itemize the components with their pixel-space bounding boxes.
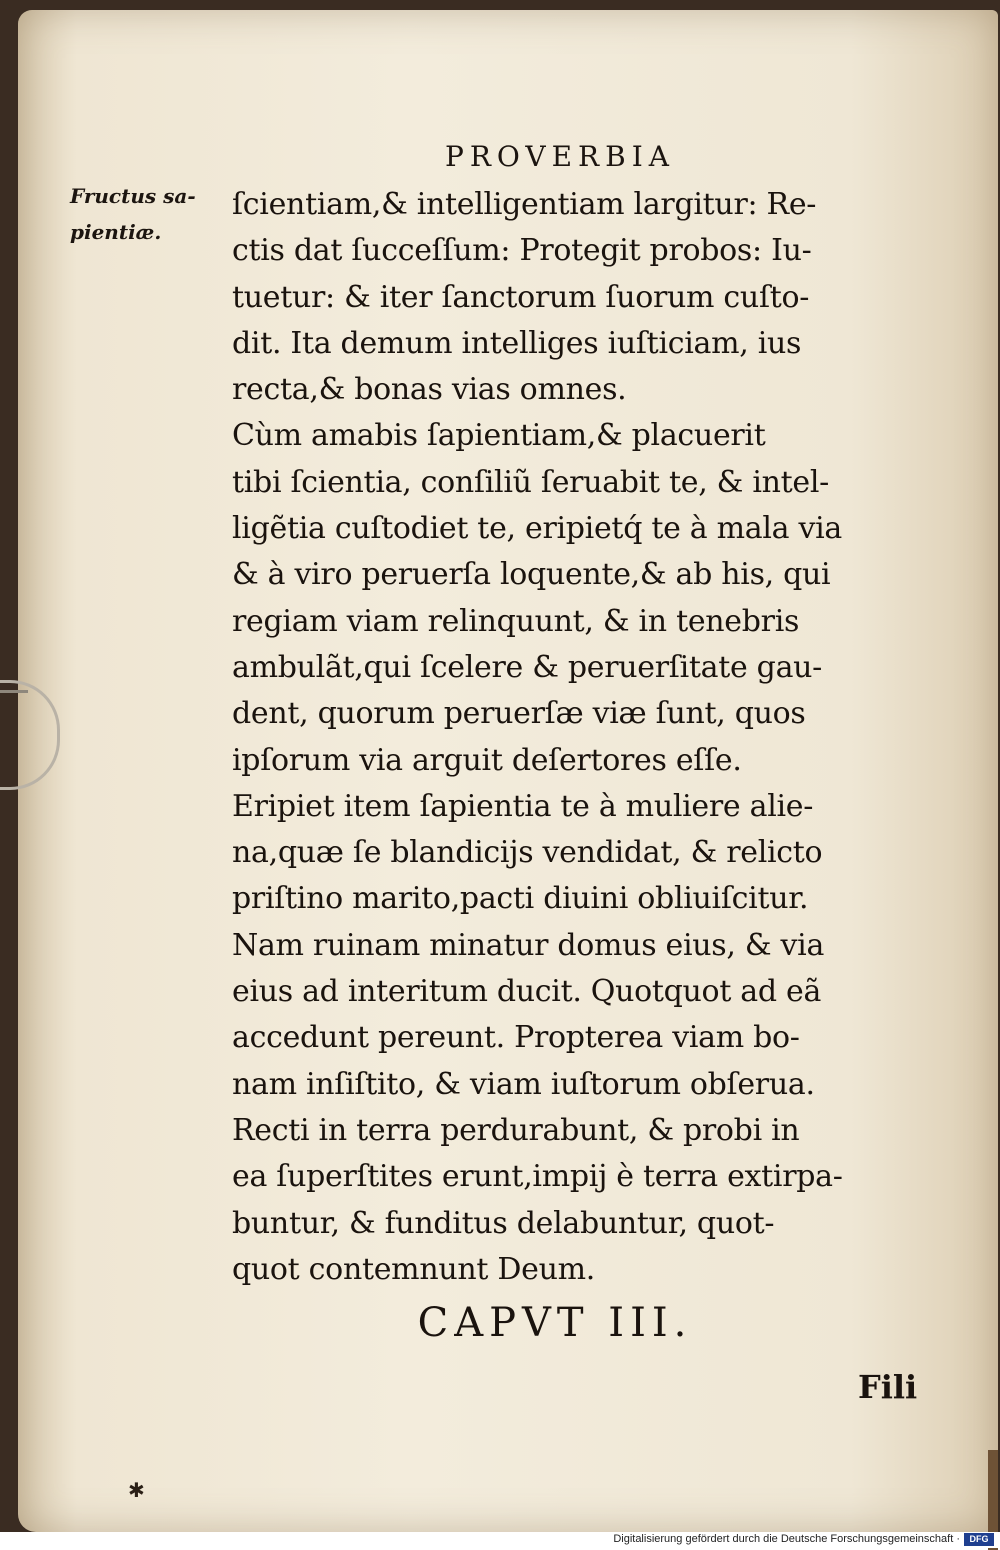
- text-line: Cùm amabis ſapientiam,& placuerit: [232, 418, 766, 454]
- funding-credit: Digitalisierung gefördert durch die Deutsche Forschungsgemeinschaft ·: [613, 1533, 960, 1545]
- text-line: regiam viam relinquunt, & in tenebris: [232, 603, 800, 639]
- text-line: dent, quorum peruerſæ viæ ſunt, quos: [232, 696, 806, 732]
- running-head: PROVERBIA: [445, 140, 675, 173]
- text-line: buntur, & funditus delabuntur, quot-: [232, 1205, 775, 1241]
- catchword: Fili: [858, 1368, 918, 1406]
- marginal-note-line: Fructus sa-: [70, 184, 196, 208]
- dfg-logo: DFG: [964, 1533, 994, 1546]
- text-line: Eripiet item ſapientia te à muliere alie-: [232, 788, 814, 824]
- text-line: ligẽtia cuſtodiet te, eripietq́ te à mala via: [232, 511, 842, 547]
- text-line: tibi ſcientia, conſiliũ ſeruabit te, & intel-: [232, 464, 829, 500]
- text-line: ambulãt,qui ſcelere & peruerſitate gau-: [232, 649, 823, 685]
- text-line: quot contemnunt Deum.: [232, 1251, 595, 1287]
- text-line: Recti in terra perdurabunt, & probi in: [232, 1112, 800, 1148]
- text-line: na,quæ ſe blandicijs vendidat, & relicto: [232, 835, 823, 871]
- text-line: ſcientiam,& intelligentiam largitur: Re-: [232, 187, 817, 222]
- body-text: [232, 182, 962, 1293]
- chapter-heading: CAPVT III.: [417, 1300, 693, 1346]
- text-line: accedunt pereunt. Propterea viam bo-: [232, 1020, 800, 1056]
- text-line: ea ſuperſtites erunt,impij è terra extirpa-: [232, 1159, 843, 1195]
- ink-blot: ✱: [128, 1478, 145, 1502]
- text-line: priſtino marito,pacti diuini obliuiſcitur.: [232, 881, 809, 917]
- text-line: eius ad interitum ducit. Quotquot ad eã: [232, 974, 822, 1010]
- text-line: recta,& bonas vias omnes.: [232, 372, 627, 408]
- text-line: & à viro peruerſa loquente,& ab his, qui: [232, 557, 831, 593]
- text-line: tuetur: & iter ſanctorum ſuorum cuſto-: [232, 279, 810, 315]
- text-line: ctis dat ſucceſſum: Protegit probos: Iu-: [232, 233, 812, 269]
- text-line: dit. Ita demum intelliges iuſticiam, ius: [232, 325, 802, 361]
- marginal-note-line: pientiæ.: [70, 220, 162, 244]
- text-line: nam inſiſtito, & viam iuſtorum obſerua.: [232, 1066, 815, 1102]
- text-line: ipſorum via arguit deſertores eſſe.: [232, 742, 742, 778]
- text-line: Nam ruinam minatur domus eius, & via: [232, 927, 825, 963]
- marginal-note: [70, 178, 230, 250]
